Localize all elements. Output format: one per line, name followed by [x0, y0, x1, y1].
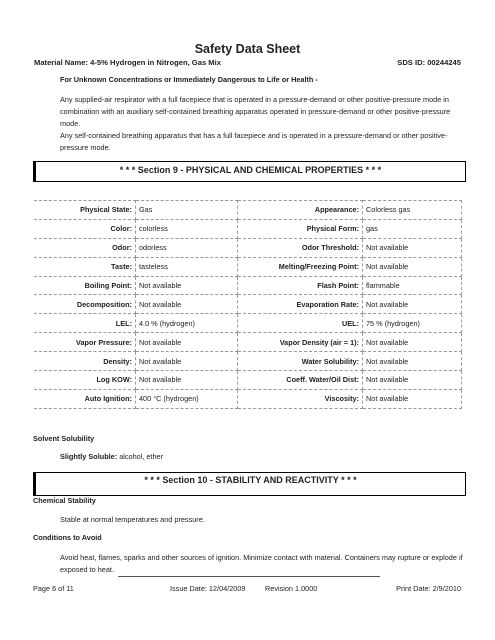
property-row — [34, 257, 462, 276]
property-value: Not available — [136, 295, 238, 314]
section-10-title: * * * Section 10 - STABILITY AND REACTIVITY * * * — [144, 475, 357, 485]
property-label: Coeff. Water/Oil Dist: — [238, 371, 363, 390]
solvent-solubility-heading: Solvent Solubility — [33, 434, 95, 443]
section-9-heading — [33, 161, 466, 182]
property-row — [34, 219, 462, 238]
property-label: Taste: — [34, 257, 136, 276]
property-value: gas — [363, 219, 462, 238]
property-row — [34, 295, 462, 314]
property-label: Density: — [34, 352, 136, 371]
property-value: Not available — [136, 371, 238, 390]
property-label: Vapor Density (air = 1): — [238, 333, 363, 352]
page-number: Page 6 of 11 — [33, 584, 74, 593]
property-row — [34, 314, 462, 333]
respiratory-paragraph-2: Any self-contained breathing apparatus that has a full facepiece and is operated in a pressure-demand or other positive-pressure mode. — [60, 131, 448, 152]
property-label: Physical Form: — [238, 219, 363, 238]
property-row — [34, 333, 462, 352]
properties-table — [34, 200, 462, 409]
respiratory-heading: For Unknown Concentrations or Immediately Dangerous to Life or Health - — [60, 75, 318, 84]
conditions-to-avoid-heading: Conditions to Avoid — [33, 533, 102, 542]
property-value: Not available — [363, 333, 462, 352]
property-label: Odor Threshold: — [238, 238, 363, 257]
chemical-stability-text: Stable at normal temperatures and pressure. — [60, 515, 205, 524]
property-row — [34, 276, 462, 295]
property-value: odorless — [136, 238, 238, 257]
property-row — [34, 238, 462, 257]
property-label: LEL: — [34, 314, 136, 333]
sds-id: SDS ID: 00244245 — [397, 58, 461, 67]
property-row — [34, 389, 462, 408]
property-value: Not available — [136, 276, 238, 295]
section-9-title: * * * Section 9 - PHYSICAL AND CHEMICAL PROPERTIES * * * — [119, 165, 382, 175]
property-label: Flash Point: — [238, 276, 363, 295]
issue-date: Issue Date: 12/04/2009 — [170, 584, 246, 593]
property-label: Odor: — [34, 238, 136, 257]
respiratory-paragraph-1: Any supplied-air respirator with a full facepiece that is operated in a pressure-demand or other positive-pressure mode in combination with an auxiliary self-contained breathing apparatus operated in pressure-demand or other positive-pressure mode. — [60, 95, 451, 128]
property-value: Not available — [363, 389, 462, 408]
revision: Revision 1.0000 — [265, 584, 318, 593]
property-label: UEL: — [238, 314, 363, 333]
property-label: Decomposition: — [34, 295, 136, 314]
property-label: Evaporation Rate: — [238, 295, 363, 314]
section-10-heading — [33, 472, 466, 496]
property-value: colorless — [136, 219, 238, 238]
material-name: Material Name: 4-5% Hydrogen in Nitrogen, Gas Mix — [34, 58, 221, 67]
property-value: Not available — [363, 238, 462, 257]
print-date: Print Date: 2/9/2010 — [396, 584, 461, 593]
property-label: Viscosity: — [238, 389, 363, 408]
property-label: Appearance: — [238, 201, 363, 220]
property-value: Not available — [363, 257, 462, 276]
document-title: Safety Data Sheet — [194, 42, 301, 56]
property-label: Color: — [34, 219, 136, 238]
slightly-soluble-line — [60, 452, 163, 461]
property-value: Not available — [136, 352, 238, 371]
property-label: Boiling Point: — [34, 276, 136, 295]
property-value: flammable — [363, 276, 462, 295]
property-value: tasteless — [136, 257, 238, 276]
property-row — [34, 201, 462, 220]
property-label: Physical State: — [34, 201, 136, 220]
property-value: Not available — [363, 295, 462, 314]
slightly-soluble-value: alcohol, ether — [117, 452, 164, 461]
property-label: Auto Ignition: — [34, 389, 136, 408]
chemical-stability-heading: Chemical Stability — [33, 496, 96, 505]
property-value: Colorless gas — [363, 201, 462, 220]
property-value: Gas — [136, 201, 238, 220]
property-label: Vapor Pressure: — [34, 333, 136, 352]
property-value: 75 % (hydrogen) — [363, 314, 462, 333]
property-value: Not available — [363, 352, 462, 371]
property-value: 4.0 % (hydrogen) — [136, 314, 238, 333]
conditions-to-avoid-text: Avoid heat, flames, sparks and other sources of ignition. Minimize contact with material. Containers may rupture or explode if exposed to heat. — [60, 553, 463, 574]
footer-divider — [118, 576, 380, 577]
property-value: Not available — [136, 333, 238, 352]
property-value: 400 °C (hydrogen) — [136, 389, 238, 408]
property-value: Not available — [363, 371, 462, 390]
property-label: Log KOW: — [34, 371, 136, 390]
slightly-soluble-label: Slightly Soluble: — [60, 452, 118, 461]
property-label: Water Solubility: — [238, 352, 363, 371]
property-row — [34, 352, 462, 371]
property-row — [34, 371, 462, 390]
property-label: Melting/Freezing Point: — [238, 257, 363, 276]
